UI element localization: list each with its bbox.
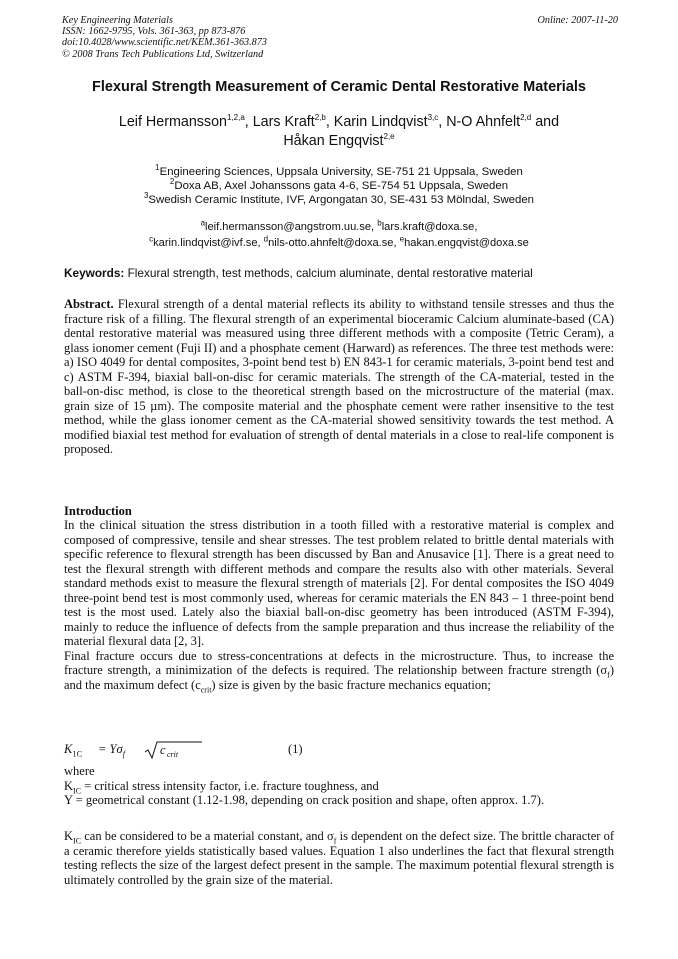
email-link[interactable]: leif.hermansson@angstrom.uu.se,: [205, 221, 375, 233]
email-line: [40, 220, 638, 236]
introduction-body: [64, 518, 614, 692]
equation-lhs: [64, 742, 82, 757]
affiliation-text: Doxa AB, Axel Johanssons gata 4-6, SE-754 51 Uppsala, Sweden: [174, 180, 509, 193]
abstract-label: Abstract.: [64, 297, 114, 311]
symbol-k: K: [64, 778, 74, 793]
author-name: Leif Hermansson: [118, 114, 227, 130]
email-link[interactable]: lars.kraft@doxa.se,: [381, 221, 478, 233]
eq-symbol: = Y: [98, 742, 117, 756]
symbol-k: K: [64, 829, 74, 843]
section-heading-introduction: Introduction: [64, 504, 132, 518]
email-marker: a: [200, 218, 206, 228]
subscript: IC: [73, 836, 82, 846]
affiliation-number: 1: [155, 163, 160, 173]
author-name: Karin Lindqvist: [333, 114, 428, 130]
affiliation-text: Swedish Ceramic Institute, IVF, Argongatan 30, SE-431 53 Mölndal, Sweden: [148, 194, 535, 207]
subscript: f: [333, 836, 337, 846]
issn-line: ISSN: 1662-9795, Vols. 361-363, pp 873-876: [62, 26, 246, 38]
abstract: [64, 297, 614, 457]
author-conjunction: and: [535, 114, 560, 130]
email-link[interactable]: karin.lindqvist@ivf.se,: [153, 236, 261, 249]
subscript: f: [607, 670, 610, 680]
email-link[interactable]: nils-otto.ahnfelt@doxa.se,: [268, 236, 397, 249]
affiliation-text: Engineering Sciences, Uppsala University, SE-751 21 Uppsala, Sweden: [159, 166, 523, 178]
equation-number: (1): [288, 742, 303, 756]
eq-subscript: f: [122, 749, 125, 759]
intro-paragraph-2: [64, 649, 614, 693]
where-block: [64, 764, 614, 808]
affiliation-number: 3: [143, 191, 149, 201]
eq-crit: crit: [167, 750, 179, 759]
where-label: where: [64, 764, 95, 778]
subscript: crit: [200, 685, 212, 694]
email-marker: e: [399, 233, 405, 243]
abstract-text-cont: The composite material and the phosphate cement were rather insensitive to the test method, while the glass ionomer cement as the CA-material showed sensitivity towards the test method. A modified biaxial test method for evaluation of strength of dental materials in a close to real-life component is proposed.: [64, 398, 614, 456]
keywords-text: Flexural strength, test methods, calcium aluminate, dental restorative material: [127, 266, 533, 280]
author-emails: [40, 220, 638, 251]
text-run: ) and the maximum defect (c: [64, 663, 614, 692]
email-marker: d: [263, 233, 269, 243]
email-marker: b: [377, 218, 382, 228]
final-paragraph: [64, 829, 614, 887]
affiliation-line: [60, 193, 618, 207]
journal-header: [62, 15, 618, 60]
author-affil-marker: 2,e: [383, 132, 395, 142]
text-run: can be considered to be a material constant, and: [84, 829, 324, 843]
author-list: Leif Hermansson$^{1,2,a}$, Lars Kraft$^{2,b}$, Karin Lindqvist$^{3,c}$, N-O Ahnfelt$^{2,d}$ and Håkan Engqvist$^{2,e}$: [118, 113, 560, 149]
sqrt-symbol: [144, 740, 204, 760]
copyright-line: © 2008 Trans Tech Publications Ltd, Switzerland: [62, 48, 264, 60]
text-run: is dependent on the defect size. The brittle character of a ceramic therefore yields statistically based values. Equation 1 also underlines the fact that flexural strength testing reflects the size of the largest defect present in the sample. The maximum potential flexural strength is ultimately controlled by the grain size of the material.: [64, 829, 615, 887]
text-run: = critical stress intensity factor, i.e. fracture toughness, and: [84, 778, 379, 793]
keywords-label: Keywords:: [64, 266, 125, 280]
doi-line: doi:10.4028/www.scientific.net/KEM.361-363.873: [62, 37, 267, 49]
affiliation-line: [60, 165, 618, 179]
author-name: Håkan Engqvist: [283, 133, 384, 149]
symbol-sigma: σ: [326, 829, 334, 843]
text-run: Final fracture occurs due to stress-concentrations at defects in the microstructure. Thus, to increase the fracture strength, a minimization of the defects is required. The relationship between fracture strength (: [64, 648, 614, 677]
author-name: N-O Ahnfelt: [446, 114, 521, 130]
eq-c: c: [160, 743, 166, 757]
abstract-unit: µm).: [150, 398, 175, 413]
journal-name: Key Engineering Materials: [62, 15, 173, 26]
eq-sigma: σ: [116, 742, 123, 756]
where-y-line: Y = geometrical constant (1.12-1.98, depending on crack position and shape, often approx. 1.7).: [64, 793, 545, 807]
online-date: Online: 2007-11-20: [537, 15, 618, 26]
keywords-line: [64, 266, 624, 281]
author-affil-marker: 2,d: [520, 113, 532, 123]
subscript: IC: [73, 786, 82, 795]
affiliations: [60, 165, 618, 208]
equation-1: [64, 742, 364, 762]
equation-rhs: [98, 742, 125, 757]
affiliation-number: 2: [169, 177, 175, 187]
author-name: Lars Kraft: [252, 114, 315, 130]
eq-symbol: K: [64, 742, 73, 756]
text-run: ) size is given by the basic fracture mechanics equation;: [211, 677, 491, 692]
eq-subscript: 1C: [72, 748, 83, 759]
abstract-text: Flexural strength of a dental material reflects its ability to withstand tensile stresses and thus the fracture risk of a filling. The flexural strength of an experimental bioceramic Calcium aluminate-based (CA) dental restorative material was measured using three different methods with a composite (Tetric Ceram), a glass ionomer cement (Fuji II) and a phosphate cement (Harward) as references. The three test methods were: a) ISO 4049 for dental composites, 3-point bend test b) EN 843-1 for ceramic materials, 3-point bend test and c) ASTM F-394, biaxial ball-on-disc for ceramic materials. The strength of the CA-material, tested in the ball-on-disc method, is close to the theoretical strength based on the microstructure of the material (max. grain size of 15: [64, 297, 615, 413]
author-affil-marker: 2,b: [314, 113, 326, 123]
email-link[interactable]: hakan.engqvist@doxa.se: [404, 236, 529, 249]
email-marker: c: [149, 233, 154, 243]
symbol-sigma: σ: [600, 663, 608, 677]
author-affil-marker: 3,c: [427, 113, 439, 123]
where-k-line: [64, 779, 614, 794]
email-line: [40, 233, 638, 252]
intro-paragraph-1: In the clinical situation the stress distribution in a tooth filled with a restorative material is complex and composed of compressive, tensile and shear stresses. The test problem related to brittle dental materials with specific reference to flexural strength has been discussed by Ban and Anusavice [1]. There is a great need to test the flexural strength with different methods and compare the results also with other materials. Several standard methods exist to measure the flexural strength of materials [2]. For dental composites the ISO 4049 three-point bend test is most commonly used, whereas for ceramic materials the EN 843 – 1 three-point bend test is the most used. Lately also the biaxial ball-on-disc geometry has been introduced (ASTM F-394), mainly to reduce the influence of defects from the sample preparation and thus increase the reliability of the material flexural data [2, 3].: [64, 518, 614, 648]
author-affil-marker: 1,2,a: [226, 113, 245, 123]
paper-title: Flexural Strength Measurement of Ceramic Dental Restorative Materials: [92, 79, 586, 95]
